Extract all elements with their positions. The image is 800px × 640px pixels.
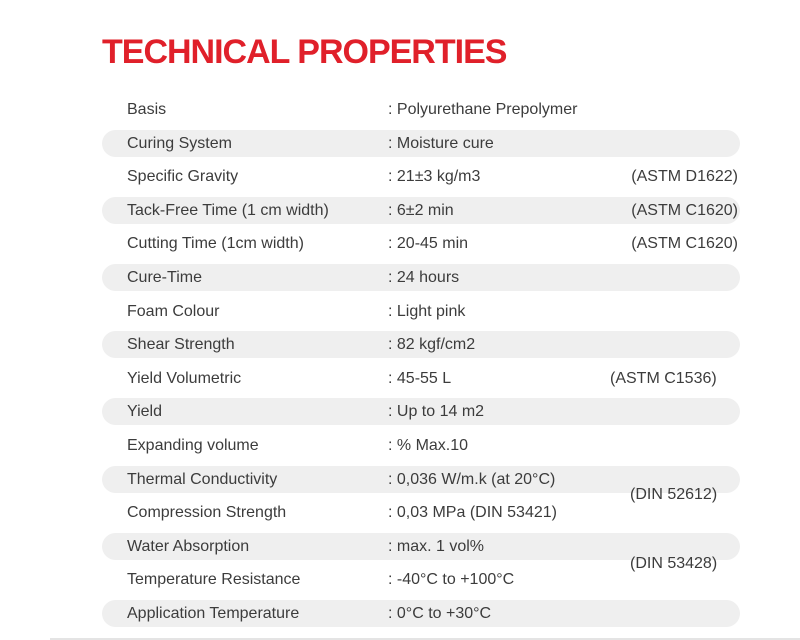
property-label: Expanding volume <box>127 436 259 454</box>
property-value: : 45-55 L <box>388 369 452 387</box>
table-row-shear-strength <box>102 331 740 358</box>
property-value: : Moisture cure <box>388 134 494 152</box>
table-row-cure-time <box>102 264 740 291</box>
table-row-expanding-volume <box>102 432 740 459</box>
property-label: Specific Gravity <box>127 168 239 186</box>
property-label: Yield Volumetric <box>127 369 242 387</box>
property-value: : Polyurethane Prepolymer <box>388 101 578 118</box>
property-value: : 0,03 MPa (DIN 53421) <box>388 504 557 522</box>
table-row-yield-volumetric <box>102 365 740 392</box>
property-value: : 0°C to +30°C <box>388 604 492 622</box>
property-label: Compression Strength <box>127 504 287 522</box>
property-label: Yield <box>127 403 162 421</box>
property-label: Water Absorption <box>127 537 250 555</box>
property-value: : Light pink <box>388 302 466 320</box>
property-value: : 21±3 kg/m3 <box>388 168 481 186</box>
property-label: Application Temperature <box>127 604 300 622</box>
technical-properties-table <box>102 96 740 634</box>
table-row-application-temperature <box>102 600 740 627</box>
property-value: : Up to 14 m2 <box>388 403 485 421</box>
property-value: : 24 hours <box>388 268 460 286</box>
property-label: Temperature Resistance <box>127 571 301 589</box>
table-row-cutting-time <box>102 230 740 257</box>
table-row-specific-gravity <box>102 163 740 190</box>
property-value: : 20-45 min <box>388 235 469 253</box>
property-standard: (ASTM C1620) <box>631 201 738 219</box>
group-standard-din-53428: (DIN 53428) <box>630 555 718 572</box>
table-row-curing-system <box>102 130 740 157</box>
group-standard-din-52612: (DIN 52612) <box>630 486 718 503</box>
property-standard: (ASTM C1620) <box>631 235 738 253</box>
property-label: Cutting Time (1cm width) <box>127 235 304 253</box>
table-row-tack-free-time <box>102 197 740 224</box>
property-value: : 0,036 W/m.k (at 20°C) <box>388 470 556 488</box>
property-value: : max. 1 vol% <box>388 537 485 555</box>
table-row-basis <box>102 96 740 123</box>
property-standard: (ASTM D1622) <box>631 168 738 186</box>
property-label: Curing System <box>127 134 232 152</box>
page-title: TECHNICAL PROPERTIES <box>102 33 507 71</box>
property-value: : -40°C to +100°C <box>388 571 515 589</box>
property-label: Thermal Conductivity <box>127 470 278 488</box>
table-row-yield <box>102 398 740 425</box>
table-row-foam-colour <box>102 298 740 325</box>
property-value: : 6±2 min <box>388 201 454 219</box>
property-label: Foam Colour <box>127 302 220 320</box>
property-standard: (ASTM C1536) <box>610 369 717 387</box>
property-value: : 82 kgf/cm2 <box>388 336 476 354</box>
property-label: Tack-Free Time (1 cm width) <box>127 201 329 219</box>
property-value: : % Max.10 <box>388 436 469 454</box>
property-label: Basis <box>127 101 167 118</box>
property-label: Cure-Time <box>127 268 202 286</box>
property-label: Shear Strength <box>127 336 235 354</box>
